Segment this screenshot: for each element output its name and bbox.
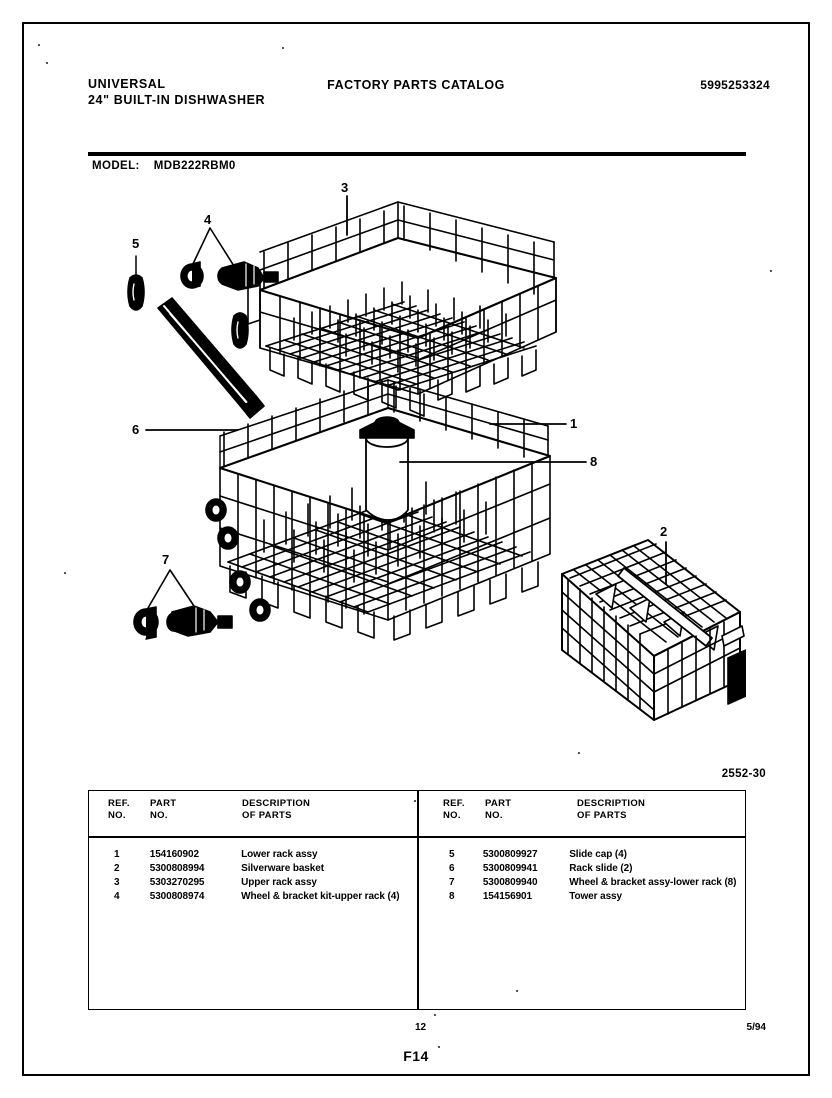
parts-table-left-header <box>108 798 408 821</box>
brand-name: UNIVERSAL <box>88 77 166 91</box>
table-row <box>443 862 743 876</box>
table-row <box>108 876 408 890</box>
scan-speck <box>434 1014 436 1016</box>
row-ref-number: 7 <box>449 877 455 888</box>
row-description: Wheel & bracket assy-lower rack (8) <box>569 877 737 888</box>
row-part-number: 5300809940 <box>482 877 538 888</box>
row-ref-number: 2 <box>114 863 120 874</box>
header-desc-line2: OF PARTS <box>577 809 627 821</box>
drawing-number: 2552-30 <box>721 768 766 780</box>
header-desc-line1: DESCRIPTION <box>577 798 646 809</box>
scan-speck <box>38 44 40 46</box>
model-line <box>92 160 236 172</box>
header-part-line2: NO. <box>150 809 168 821</box>
slide-cap-drawing <box>128 256 144 310</box>
header-ref-line1: REF. <box>443 798 465 809</box>
scan-speck <box>516 990 518 992</box>
row-part-number: 5300809927 <box>482 849 538 860</box>
row-description: Wheel & bracket kit-upper rack (4) <box>241 891 400 902</box>
header-part-line2: NO. <box>485 809 503 821</box>
silverware-basket-drawing <box>562 540 746 720</box>
scan-speck <box>46 62 48 64</box>
callout-number-5: 5 <box>132 236 140 251</box>
scan-speck <box>64 572 66 574</box>
callout-number-1: 1 <box>570 416 578 431</box>
form-number: F14 <box>403 1048 429 1064</box>
page-number: 12 <box>415 1022 427 1033</box>
parts-table-header-rule <box>88 836 746 838</box>
row-description: Slide cap (4) <box>569 849 627 860</box>
model-rule-divider <box>88 152 746 156</box>
table-row <box>443 890 743 904</box>
row-ref-number: 6 <box>449 863 455 874</box>
row-ref-number: 8 <box>449 891 455 902</box>
scan-speck <box>578 752 580 754</box>
catalog-number: 5995253324 <box>700 78 770 92</box>
callout-number-3: 3 <box>341 180 349 195</box>
row-ref-number: 1 <box>114 849 120 860</box>
lower-rack-drawing <box>206 380 550 640</box>
row-description: Tower assy <box>569 891 622 902</box>
callout-number-6: 6 <box>132 422 140 437</box>
model-label: MODEL: <box>92 160 140 172</box>
header-ref-line1: REF. <box>108 798 130 809</box>
row-description: Rack slide (2) <box>569 863 633 874</box>
callout-number-4: 4 <box>204 212 212 227</box>
table-row <box>443 848 743 862</box>
row-part-number: 5300808994 <box>149 863 205 874</box>
row-part-number: 154156901 <box>482 891 532 902</box>
row-description: Lower rack assy <box>241 849 318 860</box>
header-desc-line2: OF PARTS <box>242 809 292 821</box>
callout-number-7: 7 <box>162 552 170 567</box>
parts-table-right-header <box>443 798 743 821</box>
row-part-number: 154160902 <box>149 849 199 860</box>
header-desc-line1: DESCRIPTION <box>242 798 311 809</box>
header-part-line1: PART <box>485 798 512 809</box>
parts-table-right-column <box>443 798 743 902</box>
parts-diagram-svg <box>88 180 746 770</box>
scan-speck <box>438 1046 440 1048</box>
row-ref-number: 4 <box>114 891 120 902</box>
revision-date: 5/94 <box>746 1022 766 1033</box>
callout-number-8: 8 <box>590 454 598 469</box>
row-description: Upper rack assy <box>241 877 317 888</box>
exploded-parts-illustration <box>88 180 746 770</box>
parts-table-right-rows <box>443 848 743 904</box>
row-part-number: 5303270295 <box>149 877 205 888</box>
table-row <box>108 890 408 904</box>
header-part-line1: PART <box>150 798 177 809</box>
scan-speck <box>414 800 416 802</box>
parts-table-left-column <box>108 798 408 902</box>
header-ref-line2: NO. <box>443 809 461 821</box>
scan-speck <box>282 47 284 49</box>
table-row <box>443 876 743 890</box>
header-ref-line2: NO. <box>108 809 126 821</box>
row-description: Silverware basket <box>241 863 324 874</box>
wheel-bracket-assy-lower-drawing <box>134 570 232 639</box>
row-part-number: 5300809941 <box>482 863 538 874</box>
row-ref-number: 5 <box>449 849 455 860</box>
product-name: 24" BUILT-IN DISHWASHER <box>88 93 266 107</box>
parts-table-column-divider <box>417 790 419 1010</box>
page-title: FACTORY PARTS CATALOG <box>327 78 505 92</box>
model-value: MDB222RBM0 <box>153 160 236 172</box>
table-row <box>108 862 408 876</box>
table-row <box>108 848 408 862</box>
callout-number-2: 2 <box>660 524 668 539</box>
scan-speck <box>770 270 772 272</box>
parts-table-left-rows <box>108 848 408 904</box>
row-part-number: 5300808974 <box>149 891 205 902</box>
row-ref-number: 3 <box>114 877 120 888</box>
